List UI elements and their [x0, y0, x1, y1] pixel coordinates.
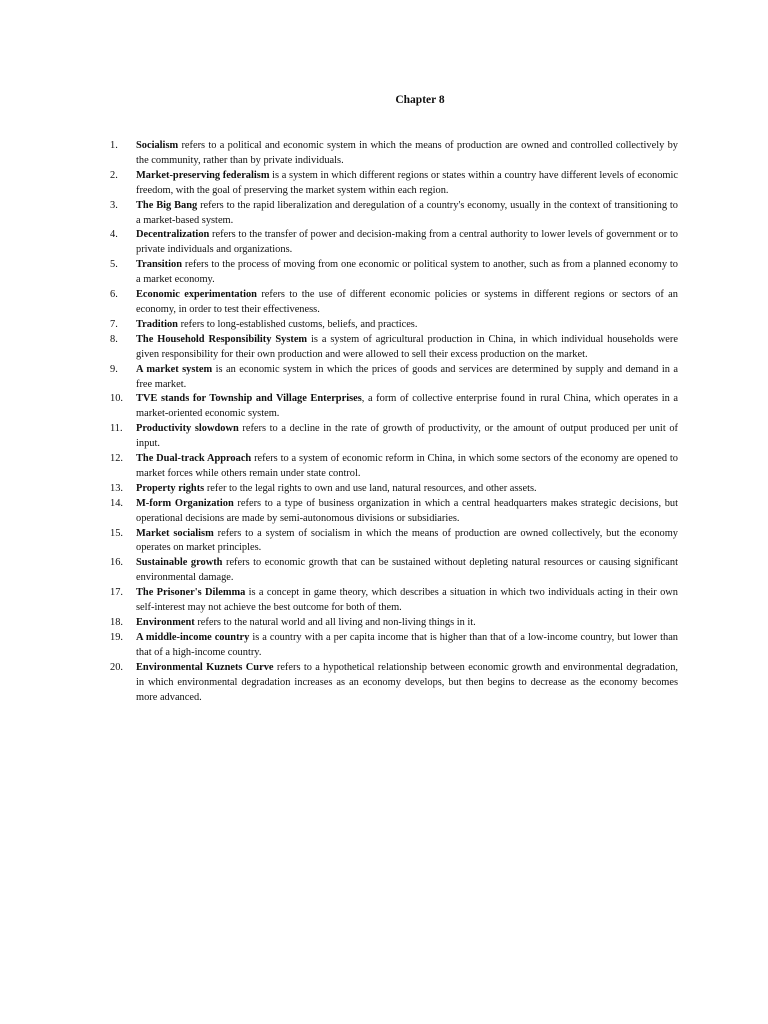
definition-item [110, 228, 678, 258]
item-number: 12. [110, 453, 123, 465]
definition-item [110, 497, 678, 527]
definition-term: Sustainable growth [136, 557, 223, 569]
definition-text: is an economic system in which the prices of goods and services are determined by supply and demand in a free market. [136, 363, 678, 390]
item-number: 19. [110, 631, 123, 643]
definition-text: refers to a type of business organization in which a central headquarters makes strategic decisions, but operational decisions are made by semi-autonomous divisions or subsidiaries. [136, 497, 678, 524]
chapter-title: Chapter 8 [395, 94, 445, 106]
item-number: 8. [110, 333, 118, 345]
definition-text: refers to the natural world and all living and non-living things in it. [197, 617, 476, 628]
definition-text: is a concept in game theory, which describes a situation in which two individuals acting in their own self-interest may not achieve the best outcome for both of them. [136, 587, 678, 614]
definition-text: refers to a hypothetical relationship between economic growth and environmental degradation, in which environmental degradation increases as an economy develops, but then begins to decrease as the economy becomes more advanced. [136, 661, 679, 703]
definition-item [110, 452, 678, 482]
item-number: 4. [110, 229, 118, 241]
definition-term: TVE stands for Township and Village Enterprises [136, 393, 362, 405]
item-number: 14. [110, 497, 123, 509]
item-number: 5. [110, 259, 118, 271]
item-number: 6. [110, 289, 118, 301]
definition-term: The Prisoner's Dilemma [136, 587, 246, 599]
item-number: 10. [110, 393, 123, 405]
definition-text: refers to economic growth that can be sustained without depleting natural resources or causing significant environmental damage. [136, 557, 678, 584]
definition-item [110, 139, 678, 169]
definition-text: refers to the process of moving from one economic or political system to another, such as from a planned economy to a market economy. [136, 259, 678, 286]
definition-item [110, 169, 678, 199]
definition-text: is a system in which different regions or states within a country have different levels of economic freedom, with the goal of preserving the market system within each region. [136, 169, 678, 196]
item-number: 17. [110, 587, 123, 599]
definition-text: refers to a decline in the rate of growth of productivity, or the amount of output produced per unit of input. [136, 423, 678, 450]
definition-term: Productivity slowdown [136, 423, 239, 435]
definition-item [110, 631, 678, 661]
definition-text: , a form of collective enterprise found in rural China, which operates in a market-oriented economic system. [136, 393, 678, 420]
definition-term: Tradition [136, 318, 178, 330]
item-number: 1. [110, 140, 118, 151]
item-number: 16. [110, 557, 123, 569]
definition-item [110, 616, 678, 631]
definition-term: A market system [136, 363, 213, 375]
item-number: 15. [110, 527, 123, 539]
definition-text: refers to long-established customs, beliefs, and practices. [180, 318, 418, 330]
definition-text: refers to a system of economic reform in China, in which some sectors of the economy are opened to market forces while others remain under state control. [136, 453, 678, 479]
definition-text: is a country with a per capita income that is higher than that of a low-income country, but lower than that of a high-income country. [136, 631, 679, 658]
definition-item [110, 258, 678, 288]
item-number: 13. [110, 482, 123, 494]
item-number: 7. [110, 318, 118, 330]
definition-text: refers to the transfer of power and decision-making from a central authority to lower levels of government or to private individuals and organizations. [136, 229, 678, 256]
definition-text: refers to a system of socialism in which the means of production are owned collectively, but the economy operates on market principles. [136, 527, 678, 554]
item-number: 3. [110, 199, 118, 211]
definition-term: The Big Bang [136, 199, 198, 211]
definition-term: Economic experimentation [136, 289, 257, 301]
definition-term: The Dual-track Approach [136, 453, 252, 465]
definition-item [110, 363, 678, 393]
definition-term: Market-preserving federalism [136, 169, 270, 181]
definition-text: refer to the legal rights to own and use land, natural resources, and other assets. [206, 482, 537, 494]
definition-term: Transition [136, 259, 182, 271]
definition-term: Decentralization [136, 229, 210, 241]
definition-item [110, 482, 678, 497]
definition-item [110, 527, 678, 557]
definition-item [110, 422, 678, 452]
definition-item [110, 333, 678, 363]
definition-item [110, 556, 678, 586]
definition-term: A middle-income country [136, 631, 250, 643]
definition-text: is a system of agricultural production in China, in which individual households were given responsibility for their own production and were allowed to sell their excess production on the market. [136, 333, 678, 360]
item-number: 18. [110, 617, 123, 628]
item-number: 11. [110, 423, 123, 435]
definition-item [110, 318, 678, 333]
definition-term: Environment [136, 617, 195, 628]
definition-item [110, 288, 678, 318]
item-number: 20. [110, 661, 123, 673]
definition-term: Socialism [136, 140, 179, 151]
definition-term: Market socialism [136, 527, 214, 539]
definition-term: M-form Organization [136, 497, 234, 509]
definition-list [110, 139, 678, 705]
item-number: 2. [110, 169, 118, 181]
definition-term: Property rights [136, 482, 205, 494]
item-number: 9. [110, 363, 118, 375]
definition-item [110, 586, 678, 616]
definition-item [110, 392, 678, 422]
definition-item [110, 199, 678, 229]
definition-text: refers to the rapid liberalization and deregulation of a country's economy, usually in the context of transitioning to a market-based system. [136, 199, 678, 226]
definition-term: Environmental Kuznets Curve [136, 661, 274, 673]
definition-term: The Household Responsibility System [136, 333, 308, 345]
definition-text: refers to the use of different economic policies or systems in different regions or sectors of an economy, in order to test their effectiveness. [136, 289, 678, 315]
definition-item [110, 661, 678, 706]
definition-text: refers to a political and economic system in which the means of production are owned and controlled collectively by the community, rather than by private individuals. [136, 140, 678, 166]
